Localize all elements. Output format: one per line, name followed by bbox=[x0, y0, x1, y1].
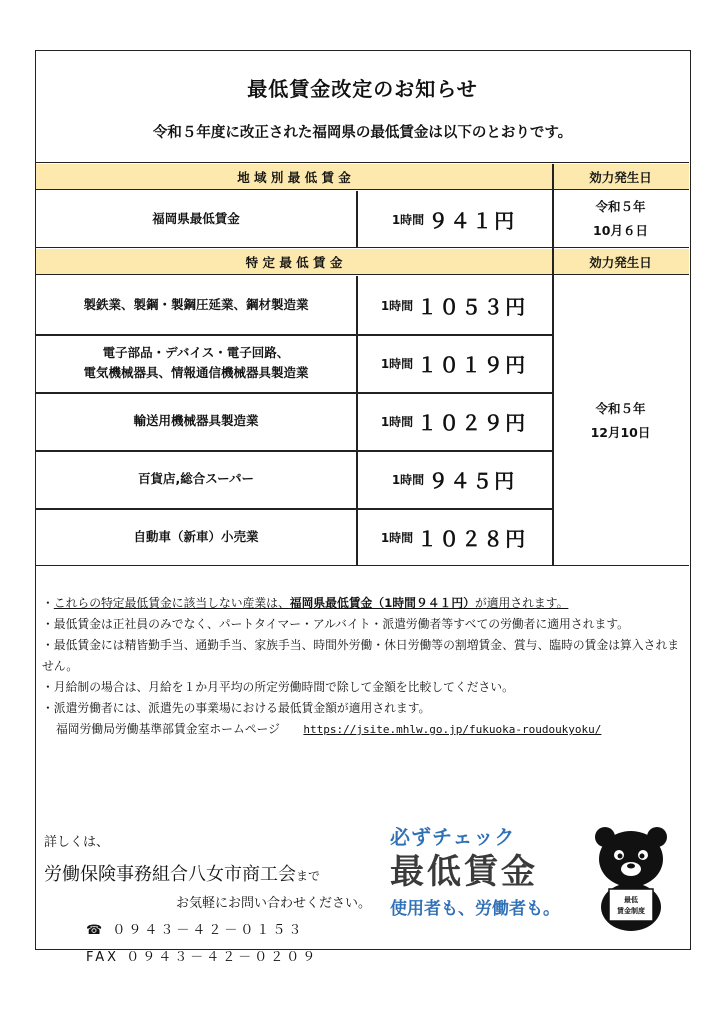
contact-tel bbox=[86, 919, 394, 938]
divider bbox=[36, 334, 356, 336]
industry-name: 輸送用機械器具製造業 bbox=[133, 413, 259, 428]
date-line2: 10月６日 bbox=[593, 223, 648, 238]
regional-date bbox=[552, 191, 689, 247]
industry-name: 電子部品・デバイス・電子回路、 電気機械器具、情報通信機械器具製造業 bbox=[83, 345, 309, 380]
svg-text:最低: 最低 bbox=[624, 896, 638, 904]
contact-section bbox=[44, 831, 394, 965]
date-line1: 令和５年 bbox=[595, 401, 646, 416]
specific-header-row bbox=[36, 249, 689, 275]
notice-frame bbox=[35, 50, 691, 965]
contact-org: 労働保険事務組合八女市商工会まで bbox=[44, 864, 321, 885]
divider bbox=[36, 392, 552, 394]
divider bbox=[552, 164, 554, 566]
industry-name: 製鉄業、製鋼・製鋼圧延業、鋼材製造業 bbox=[83, 297, 309, 312]
specific-header-date: 効力発生日 bbox=[589, 254, 652, 270]
industry-name: 百貨店,総合スーパー bbox=[138, 471, 254, 486]
industry-wage: 1時間 １０１９円 bbox=[380, 352, 528, 377]
phone-icon: ☎ bbox=[86, 923, 106, 938]
promo-logo bbox=[390, 821, 590, 941]
regional-row bbox=[36, 191, 689, 248]
contact-ask: お気軽にお問い合わせください。 bbox=[176, 896, 372, 911]
regional-header-date: 効力発生日 bbox=[589, 169, 652, 185]
note-item: ・最低賃金は正社員のみでなく、パートタイマー・アルバイト・派遣労働者等すべての労働者に適用されます。 bbox=[42, 617, 629, 631]
industry-wage: 1時間 ９４５円 bbox=[391, 468, 517, 493]
homepage-line bbox=[42, 719, 686, 740]
regional-wage bbox=[356, 191, 552, 247]
regional-name: 福岡県最低賃金 bbox=[152, 211, 240, 226]
note-item: ・これらの特定最低賃金に該当しない産業は、福岡県最低賃金（1時間９４１円）が適用されます。 bbox=[42, 596, 569, 610]
industry-name: 自動車（新車）小売業 bbox=[133, 529, 259, 544]
page-title: 最低賃金改定のお知らせ bbox=[247, 77, 478, 101]
promo-line3: 使用者も、労働者も。 bbox=[390, 899, 560, 919]
promo-line2: 最低賃金 bbox=[390, 852, 538, 892]
promo-line1: 必ずチェック bbox=[390, 825, 516, 849]
divider bbox=[356, 334, 552, 336]
specific-header-label: 特 定 最 低 賃 金 bbox=[245, 254, 343, 270]
industry-wage: 1時間 １０２９円 bbox=[380, 410, 528, 435]
notes-section bbox=[42, 593, 686, 740]
regional-header-row bbox=[36, 164, 689, 190]
regional-header-label: 地 域 別 最 低 賃 金 bbox=[237, 169, 351, 185]
homepage-link[interactable]: https://jsite.mhlw.go.jp/fukuoka-roudoukyoku/ bbox=[303, 723, 602, 736]
notice-header bbox=[36, 51, 689, 163]
homepage-label: 福岡労働局労働基準部賃金室ホームページ bbox=[56, 722, 280, 736]
note-item: ・月給制の場合は、月給を１か月平均の所定労働時間で除して金額を比較してください。 bbox=[42, 680, 514, 694]
date-line2: 12月10日 bbox=[590, 425, 651, 440]
bear-mascot-icon bbox=[591, 823, 671, 933]
divider bbox=[356, 191, 358, 248]
page-subtitle: 令和５年度に改正された福岡県の最低賃金は以下のとおりです。 bbox=[152, 125, 573, 141]
divider bbox=[36, 450, 552, 452]
wage-unit: 1時間 bbox=[391, 212, 425, 227]
wage-amount: ９４１円 bbox=[428, 208, 517, 233]
divider bbox=[36, 508, 552, 510]
contact-fax: FAX ０９４３－４２－０２０９ bbox=[86, 950, 319, 965]
industry-wage: 1時間 １０５３円 bbox=[380, 294, 528, 319]
specific-date bbox=[552, 276, 689, 566]
contact-intro: 詳しくは、 bbox=[44, 835, 110, 850]
divider bbox=[356, 276, 358, 566]
industry-wage: 1時間 １０２８円 bbox=[380, 526, 528, 551]
specific-table bbox=[36, 276, 689, 566]
note-item: ・派遣労働者には、派遣先の事業場における最低賃金額が適用されます。 bbox=[42, 701, 431, 715]
note-item: ・最低賃金には精皆勤手当、通勤手当、家族手当、時間外労働・休日労働等の割増賃金、賞与、臨時の賃金は算入されません。 bbox=[42, 638, 680, 673]
tel-number[interactable]: ０９４３－４２－０１５３ bbox=[112, 923, 305, 938]
svg-text:賃金制度: 賃金制度 bbox=[617, 907, 645, 915]
date-line1: 令和５年 bbox=[595, 199, 646, 214]
